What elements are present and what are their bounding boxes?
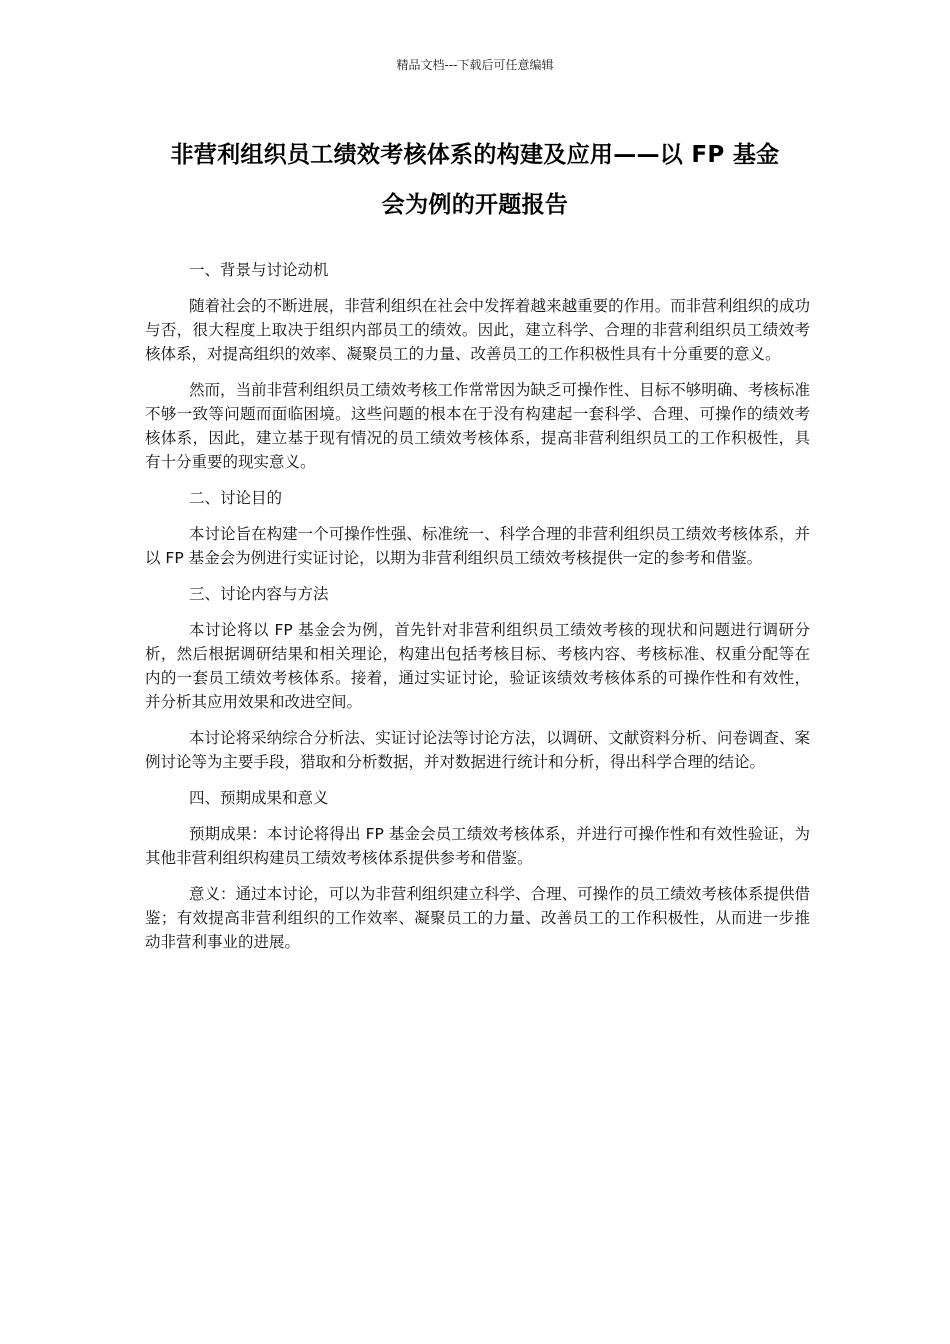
document-title: [140, 130, 810, 230]
section-heading: 三、讨论内容与方法: [189, 585, 329, 603]
paragraph: 本讨论将采纳综合分析法、实证讨论法等讨论方法，以调研、文献资料分析、问卷调查、案例讨论等为主要手段，猎取和分析数据，并对数据进行统计和分析，得出科学合理的结论。: [145, 729, 810, 771]
paragraph: 然而，当前非营利组织员工绩效考核工作常常因为缺乏可操作性、目标不够明确、考核标准不够一致等问题而面临困境。这些问题的根本在于没有构建起一套科学、合理、可操作的绩效考核体系，因此，建立基于现有情况的员工绩效考核体系，提高非营利组织员工的工作积极性，具有十分重要的现实意义。: [145, 381, 810, 471]
paragraph: 预期成果：本讨论将得出 FP 基金会员工绩效考核体系，并进行可操作性和有效性验证，为其他非营利组织构建员工绩效考核体系提供参考和借鉴。: [145, 825, 810, 867]
paragraph: 随着社会的不断进展，非营利组织在社会中发挥着越来越重要的作用。而非营利组织的成功与否，很大程度上取决于组织内部员工的绩效。因此，建立科学、合理的非营利组织员工绩效考核体系，对提高组织的效率、凝聚员工的力量、改善员工的工作积极性具有十分重要的意义。: [145, 297, 810, 363]
section-heading: 四、预期成果和意义: [189, 789, 329, 807]
paragraph: 本讨论旨在构建一个可操作性强、标准统一、科学合理的非营利组织员工绩效考核体系，并以 FP 基金会为例进行实证讨论，以期为非营利组织员工绩效考核提供一定的参考和借鉴。: [145, 525, 810, 567]
paragraph: 本讨论将以 FP 基金会为例，首先针对非营利组织员工绩效考核的现状和问题进行调研分析，然后根据调研结果和相关理论，构建出包括考核目标、考核内容、考核标准、权重分配等在内的一套员工绩效考核体系。接着，通过实证讨论，验证该绩效考核体系的可操作性和有效性，并分析其应用效果和改进空间。: [145, 621, 810, 711]
page-header: 精品文档---下载后可任意编辑: [396, 58, 554, 72]
section-heading: 一、背景与讨论动机: [189, 261, 329, 279]
document-body: [145, 258, 810, 966]
paragraph: 意义：通过本讨论，可以为非营利组织建立科学、合理、可操作的员工绩效考核体系提供借鉴；有效提高非营利组织的工作效率、凝聚员工的力量、改善员工的工作积极性，从而进一步推动非营利事业的进展。: [145, 885, 810, 951]
title-line-1: 非营利组织员工绩效考核体系的构建及应用——以 FP 基金: [170, 142, 780, 168]
section-heading: 二、讨论目的: [189, 489, 283, 507]
title-line-2: 会为例的开题报告: [381, 192, 569, 218]
